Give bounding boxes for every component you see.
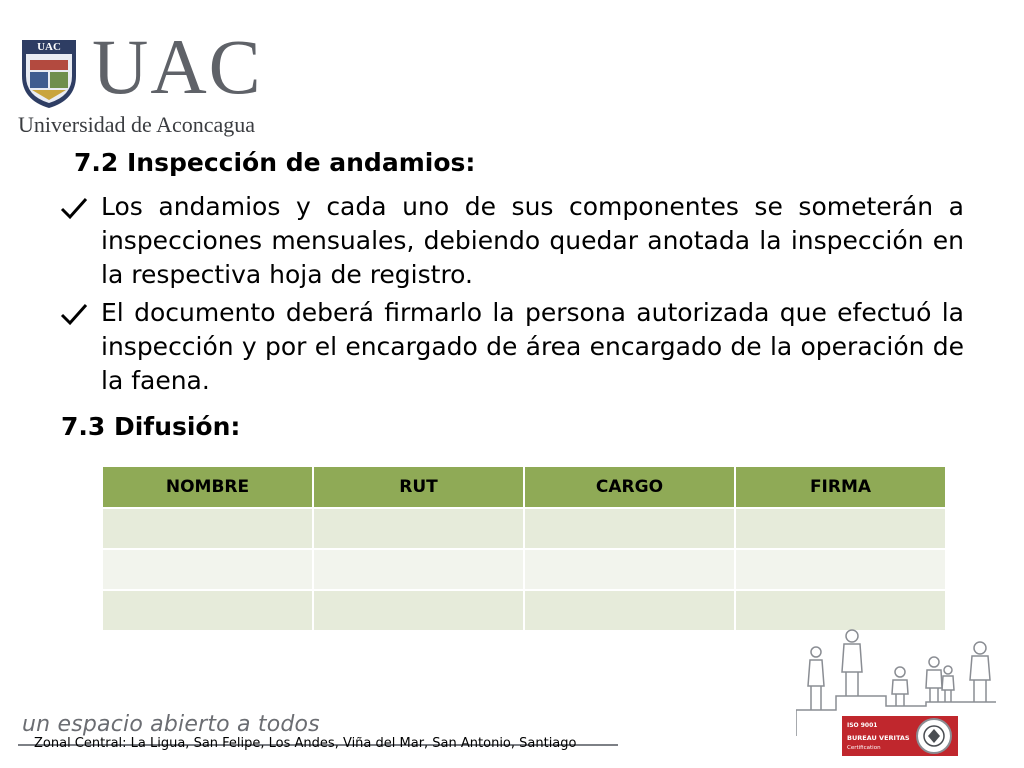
header-rut: RUT	[313, 466, 524, 508]
footer-slogan: un espacio abierto a todos	[22, 712, 320, 737]
cert-name: BUREAU VERITAS	[847, 734, 910, 742]
logo-wordmark: UAC	[92, 23, 263, 110]
bullet-list	[58, 190, 964, 402]
table-cell	[102, 549, 313, 590]
header-nombre: NOMBRE	[102, 466, 313, 508]
university-logo	[14, 23, 304, 138]
bullet-text: El documento deberá firmarlo la persona autorizada que efectuó la inspección y por el encargado de área encargado de la operación de la faena.	[101, 298, 964, 395]
bullet-item	[58, 190, 964, 292]
bullet-text: Los andamios y cada uno de sus componentes se someterán a inspecciones mensuales, debiendo quedar anotada la inspección en la respectiva hoja de registro.	[101, 192, 964, 289]
table-cell	[313, 549, 524, 590]
header-firma: FIRMA	[735, 466, 946, 508]
table-cell	[313, 508, 524, 549]
table-row	[102, 508, 946, 549]
table-cell	[102, 508, 313, 549]
table-cell	[102, 590, 313, 631]
table-cell	[313, 590, 524, 631]
logo-subtitle: Universidad de Aconcagua	[18, 112, 256, 137]
table-cell	[735, 549, 946, 590]
seal-text: UAC	[37, 41, 61, 53]
header-cargo: CARGO	[524, 466, 735, 508]
table-row	[102, 590, 946, 631]
table-header-row	[102, 466, 946, 508]
bullet-item	[58, 296, 964, 398]
cert-type: Certification	[847, 745, 881, 751]
bureau-veritas-seal-icon	[842, 716, 958, 756]
section-73-title: 7.3 Difusión:	[61, 412, 241, 441]
table-cell	[735, 590, 946, 631]
cert-iso: ISO 9001	[847, 722, 878, 729]
checkmark-icon	[60, 302, 88, 326]
table-row	[102, 549, 946, 590]
table-cell	[524, 508, 735, 549]
footer-zones: Zonal Central: La Ligua, San Felipe, Los Andes, Viña del Mar, San Antonio, Santiago	[34, 736, 577, 751]
table-cell	[524, 590, 735, 631]
table-cell	[735, 508, 946, 549]
table-cell	[524, 549, 735, 590]
section-72-title: 7.2 Inspección de andamios:	[74, 148, 476, 177]
university-seal-icon	[18, 36, 80, 110]
checkmark-icon	[60, 196, 88, 220]
difusion-table	[101, 465, 947, 632]
